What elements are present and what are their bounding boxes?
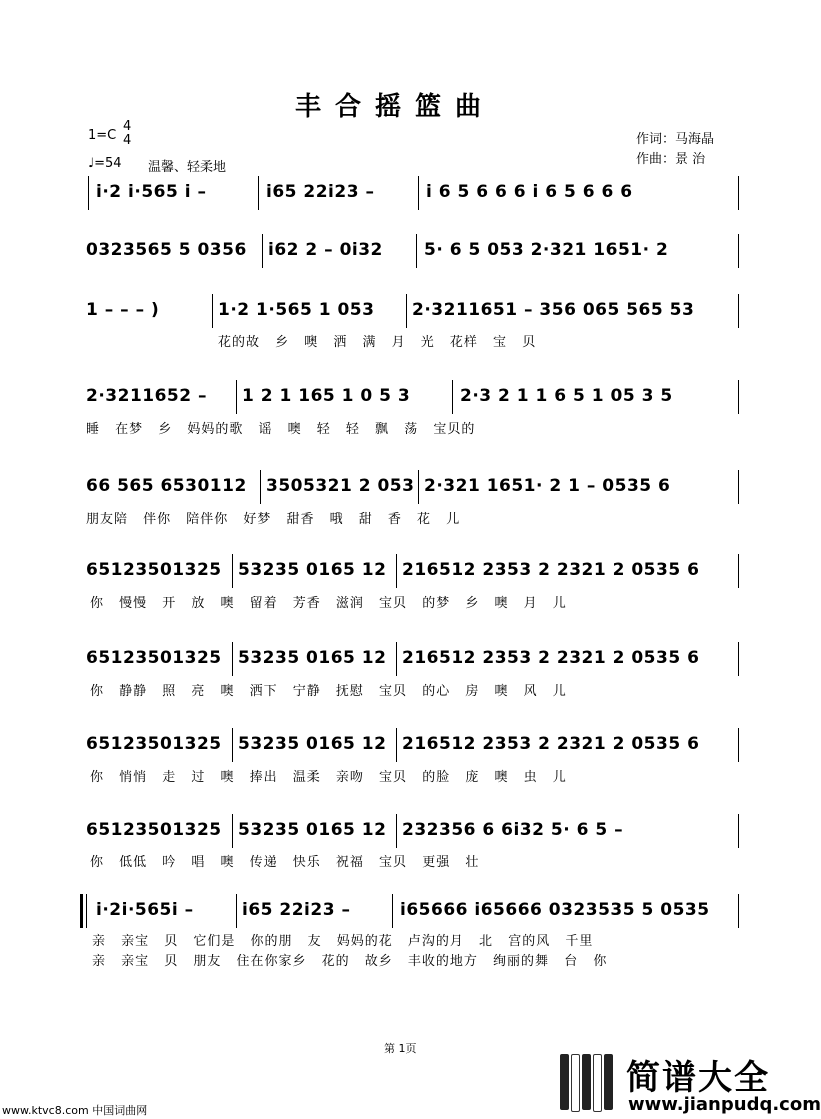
site-logo xyxy=(560,1050,821,1119)
time-signature xyxy=(123,120,131,148)
barline xyxy=(738,470,739,504)
composer-credit: 作曲：景 治 xyxy=(636,152,706,167)
barline xyxy=(232,728,233,762)
score-line-10-b: i65 22i23 – xyxy=(242,900,351,920)
barline xyxy=(738,234,739,268)
lyricist-credit: 作词：马海晶 xyxy=(636,132,715,147)
key-label: 1=C xyxy=(88,128,117,143)
barline xyxy=(262,234,263,268)
repeat-barline xyxy=(80,894,83,928)
lyrics-line-3: 花的故 乡 噢 洒 满 月 光 花样 宝 贝 xyxy=(218,335,537,350)
logo-title: 简谱大全 xyxy=(626,1058,770,1098)
barline xyxy=(406,294,407,328)
score-line-5-a: 66 565 6530112 xyxy=(86,476,247,496)
page-number: 第 1页 xyxy=(384,1042,417,1055)
score-line-9-c: 232356 6 6i32 5· 6 5 – xyxy=(402,820,624,840)
barline xyxy=(738,294,739,328)
score-line-9-a: 65123501325 xyxy=(86,820,222,840)
score-line-1-c: i 6 5 6 6 6 i 6 5 6 6 6 xyxy=(426,182,633,202)
barline xyxy=(232,814,233,848)
barline xyxy=(236,380,237,414)
barline xyxy=(418,176,419,210)
piano-key xyxy=(582,1054,591,1110)
key-signature xyxy=(88,128,116,143)
barline xyxy=(396,642,397,676)
lyrics-line-9: 你 低低 吟 唱 噢 传递 快乐 祝福 宝贝 更强 壮 xyxy=(90,855,480,870)
barline xyxy=(392,894,393,928)
barline xyxy=(452,380,453,414)
lyrics-line-5: 朋友陪 伴你 陪伴你 好梦 甜香 哦 甜 香 花 儿 xyxy=(86,512,461,527)
lyrics-line-7: 你 静静 照 亮 噢 洒下 宁静 抚慰 宝贝 的心 房 噢 风 儿 xyxy=(90,684,567,699)
page-title: 丰合摇篮曲 xyxy=(294,92,495,122)
score-line-7-a: 65123501325 xyxy=(86,648,222,668)
logo-url: www.jianpudq.com xyxy=(628,1094,821,1115)
lyrics-line-11: 亲 亲宝 贝 朋友 住在你家乡 花的 故乡 丰收的地方 绚丽的舞 台 你 xyxy=(92,954,608,969)
piano-key xyxy=(593,1054,602,1112)
lyrics-line-8: 你 悄悄 走 过 噢 捧出 温柔 亲吻 宝贝 的脸 庞 噢 虫 儿 xyxy=(90,770,567,785)
piano-keys-icon xyxy=(560,1054,620,1110)
score-line-10-c: i65666 i65666 0323535 5 0535 xyxy=(400,900,710,920)
barline xyxy=(258,176,259,210)
site-watermark: www.ktvc8.com 中国词曲网 xyxy=(2,1104,148,1117)
barline xyxy=(738,554,739,588)
lyrics-line-4: 睡 在梦 乡 妈妈的歌 谣 噢 轻 轻 飘 荡 宝贝的 xyxy=(86,422,476,437)
score-line-8-a: 65123501325 xyxy=(86,734,222,754)
barline xyxy=(738,380,739,414)
score-line-9-b: 53235 0165 12 xyxy=(238,820,387,840)
barline xyxy=(738,176,739,210)
score-line-2-a: 0323565 5 0356 xyxy=(86,240,247,260)
barline xyxy=(738,728,739,762)
score-line-7-c: 216512 2353 2 2321 2 0535 6 xyxy=(402,648,700,668)
time-sig-top: 4 xyxy=(123,119,132,134)
score-line-3-b: 1·2 1·565 1 053 xyxy=(218,300,375,320)
barline xyxy=(232,554,233,588)
score-line-5-c: 2·321 1651· 2 1 – 0535 6 xyxy=(424,476,671,496)
score-line-8-b: 53235 0165 12 xyxy=(238,734,387,754)
score-line-1-b: i65 22i23 – xyxy=(266,182,375,202)
score-line-3-a: 1 – – – ) xyxy=(86,300,160,320)
score-line-3-c: 2·3211651 – 356 065 565 53 xyxy=(412,300,695,320)
score-line-10-a: i·2i·565i – xyxy=(96,900,194,920)
score-line-5-b: 3505321 2 053 xyxy=(266,476,415,496)
score-line-8-c: 216512 2353 2 2321 2 0535 6 xyxy=(402,734,700,754)
barline xyxy=(212,294,213,328)
score-line-4-a: 2·3211652 – xyxy=(86,386,208,406)
lyrics-line-6: 你 慢慢 开 放 噢 留着 芳香 滋润 宝贝 的梦 乡 噢 月 儿 xyxy=(90,596,567,611)
score-line-1-a: i·2 i·565 i – xyxy=(96,182,207,202)
barline xyxy=(236,894,237,928)
tempo-mark: ♩=54 xyxy=(88,156,122,171)
score-line-4-c: 2·3 2 1 1 6 5 1 05 3 5 xyxy=(460,386,673,406)
score-line-6-a: 65123501325 xyxy=(86,560,222,580)
barline xyxy=(416,234,417,268)
piano-key xyxy=(604,1054,613,1110)
lyrics-line-10: 亲 亲宝 贝 它们是 你的朋 友 妈妈的花 卢沟的月 北 宫的风 千里 xyxy=(92,934,594,949)
barline xyxy=(396,728,397,762)
score-line-2-c: 5· 6 5 053 2·321 1651· 2 xyxy=(424,240,669,260)
mood-mark: 温馨、轻柔地 xyxy=(148,160,227,175)
barline xyxy=(738,894,739,928)
barline xyxy=(260,470,261,504)
barline xyxy=(738,642,739,676)
barline xyxy=(232,642,233,676)
barline xyxy=(88,176,89,210)
piano-key xyxy=(560,1054,569,1110)
barline xyxy=(396,814,397,848)
piano-key xyxy=(571,1054,580,1112)
score-line-6-b: 53235 0165 12 xyxy=(238,560,387,580)
barline xyxy=(86,894,87,928)
barline xyxy=(418,470,419,504)
score-line-7-b: 53235 0165 12 xyxy=(238,648,387,668)
barline xyxy=(396,554,397,588)
score-line-2-b: i62 2 – 0i32 xyxy=(268,240,383,260)
barline xyxy=(738,814,739,848)
score-line-6-c: 216512 2353 2 2321 2 0535 6 xyxy=(402,560,700,580)
score-line-4-b: 1 2 1 165 1 0 5 3 xyxy=(242,386,411,406)
time-sig-bottom: 4 xyxy=(123,133,132,148)
